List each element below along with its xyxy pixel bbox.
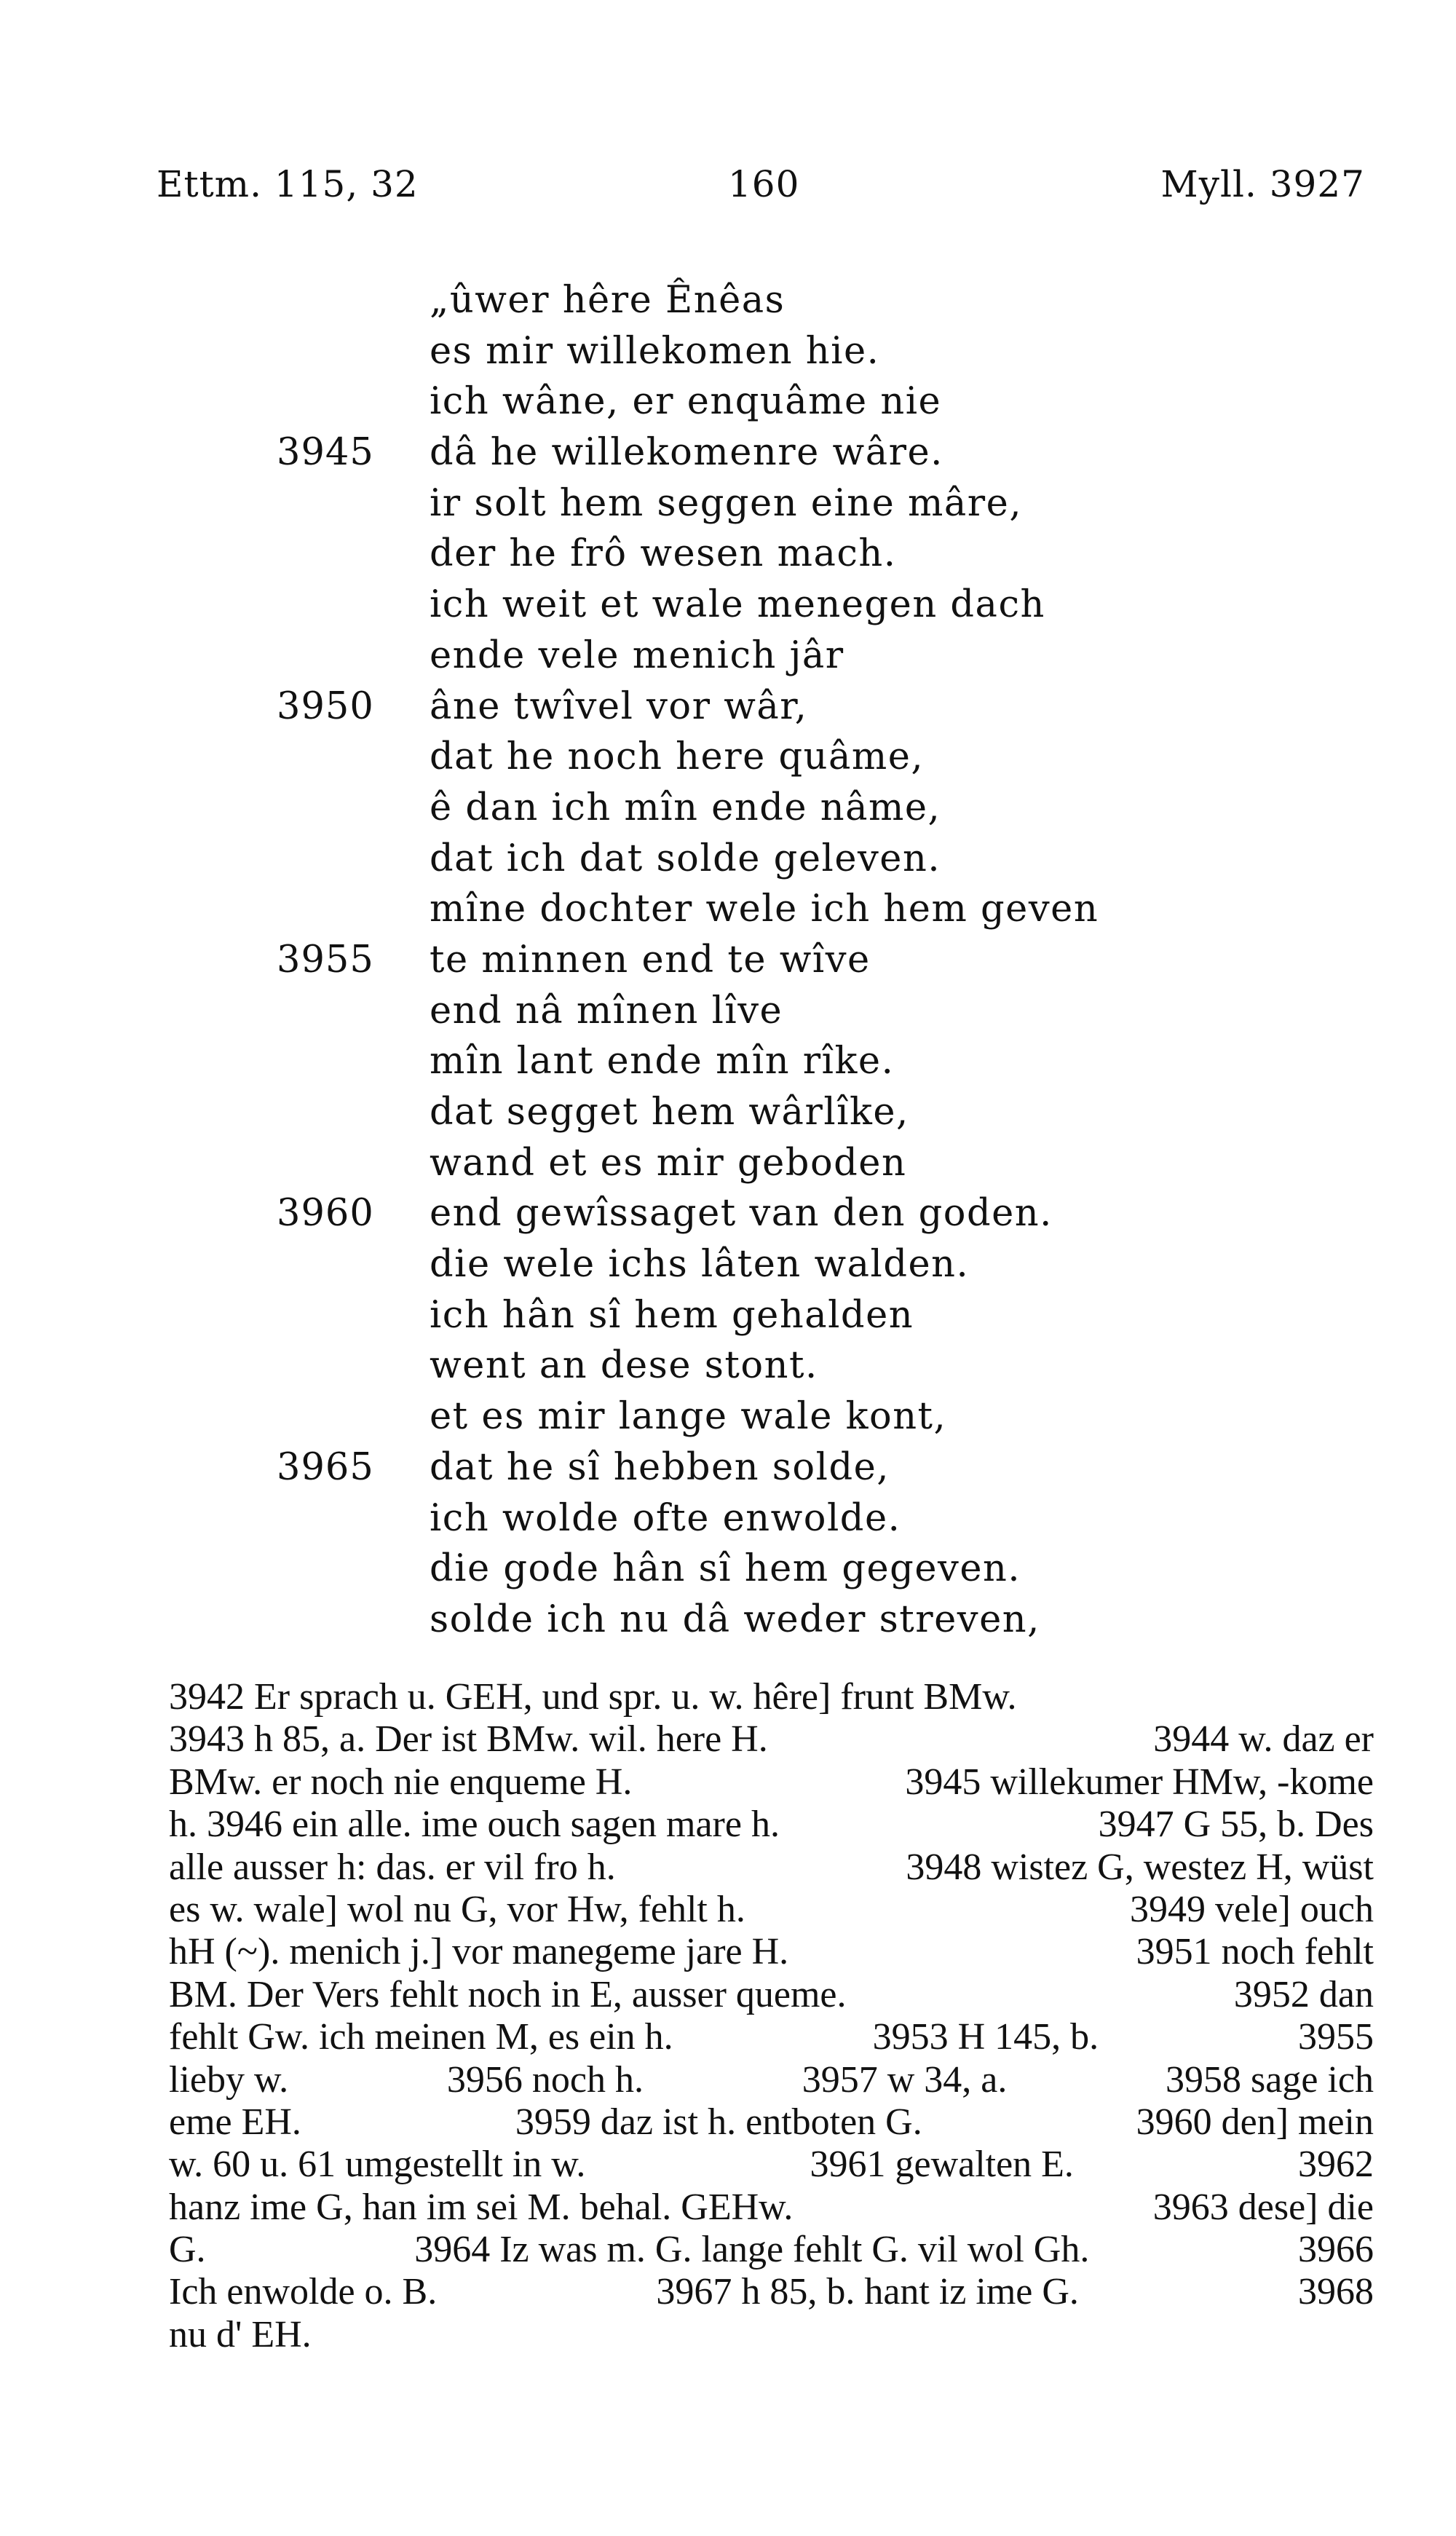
verse-line — [0, 1087, 1456, 1138]
verse-text: te minnen end te wîve — [430, 938, 871, 981]
apparatus-segment: BMw. er noch nie enqueme H. — [169, 1761, 633, 1803]
verse-line — [0, 732, 1456, 783]
verse-text: dat he noch here quâme, — [430, 735, 925, 779]
verse-number: 3965 — [277, 1445, 374, 1489]
apparatus-segment: 3943 h 85, a. Der ist BMw. wil. here H. — [169, 1718, 768, 1761]
verse-text: dat he sî hebben solde, — [430, 1445, 890, 1489]
apparatus-line — [169, 2229, 1374, 2271]
apparatus-segment: 3944 w. daz er — [1153, 1718, 1374, 1761]
verse-text: es mir willekomen hie. — [430, 329, 880, 373]
apparatus-segment: 3945 willekumer HMw, -kome — [905, 1761, 1374, 1803]
verse-line — [0, 326, 1456, 377]
verse-line — [0, 1290, 1456, 1341]
verse-text: die gode hân sî hem gegeven. — [430, 1547, 1021, 1591]
apparatus-line — [169, 1846, 1374, 1889]
verse-line — [0, 834, 1456, 885]
apparatus-segment: 3966 — [1297, 2229, 1374, 2271]
verse-text: wand et es mir geboden — [430, 1141, 907, 1185]
verse-number: 3945 — [277, 431, 374, 475]
verse-text: ich hân sî hem gehalden — [430, 1293, 914, 1337]
apparatus-line — [169, 1676, 1374, 1718]
apparatus-segment: 3961 gewalten E. — [810, 2144, 1074, 2186]
apparatus-segment: 3952 dan — [1233, 1973, 1374, 2015]
apparatus-line — [169, 2144, 1374, 2186]
verse-line — [0, 427, 1456, 478]
apparatus-segment: fehlt Gw. ich meinen M, es ein h. — [169, 2016, 673, 2058]
verse-line — [0, 1138, 1456, 1189]
apparatus-line — [169, 1804, 1374, 1846]
running-header — [157, 159, 1365, 210]
verse-text: der he frô wesen mach. — [430, 532, 897, 576]
apparatus-line — [169, 1889, 1374, 1931]
verse-text: dat ich dat solde geleven. — [430, 837, 941, 880]
verse-text: ich wolde ofte enwolde. — [430, 1496, 901, 1540]
apparatus-segment: alle ausser h: das. er vil fro h. — [169, 1846, 616, 1888]
apparatus-segment: 3956 noch h. — [446, 2058, 644, 2101]
verse-text: ich wâne, er enquâme nie — [430, 380, 942, 424]
apparatus-segment: 3953 H 145, b. — [872, 2016, 1099, 2058]
critical-apparatus — [169, 1676, 1374, 2356]
apparatus-segment: 3959 daz ist h. entboten G. — [515, 2101, 922, 2143]
apparatus-line — [169, 1974, 1374, 2016]
apparatus-segment: 3957 w 34, a. — [802, 2058, 1008, 2101]
verse-text: âne twîvel vor wâr, — [430, 684, 808, 728]
apparatus-segment: 3958 sage ich — [1166, 2058, 1374, 2101]
apparatus-segment: w. 60 u. 61 umgestellt in w. — [169, 2144, 586, 2186]
verse-text: dâ he willekomenre wâre. — [430, 431, 943, 475]
verse-block — [0, 275, 1456, 1646]
verse-text: dat segget hem wârlîke, — [430, 1091, 909, 1134]
verse-line — [0, 1036, 1456, 1087]
apparatus-segment: nu d' EH. — [169, 2313, 312, 2355]
apparatus-segment: 3949 vele] ouch — [1129, 1888, 1374, 1930]
apparatus-segment: 3963 dese] die — [1152, 2186, 1374, 2228]
verse-text: ende vele menich jâr — [430, 633, 844, 677]
apparatus-line — [169, 2314, 1374, 2356]
apparatus-segment: BM. Der Vers fehlt noch in E, ausser queme. — [169, 1973, 847, 2015]
apparatus-segment: lieby w. — [169, 2058, 289, 2101]
apparatus-segment: 3967 h 85, b. hant iz ime G. — [656, 2271, 1079, 2313]
verse-text: et es mir lange wale kont, — [430, 1395, 947, 1439]
apparatus-segment: 3968 — [1298, 2271, 1374, 2313]
verse-line — [0, 1391, 1456, 1442]
apparatus-line — [169, 1718, 1374, 1761]
page-number: 160 — [728, 163, 800, 205]
apparatus-segment: eme EH. — [169, 2101, 301, 2143]
apparatus-line — [169, 1761, 1374, 1804]
verse-text: die wele ichs lâten walden. — [430, 1243, 970, 1287]
apparatus-line — [169, 2101, 1374, 2144]
verse-line — [0, 580, 1456, 631]
apparatus-segment: Ich enwolde o. B. — [169, 2271, 438, 2313]
apparatus-line — [169, 2016, 1374, 2058]
apparatus-segment: 3955 — [1298, 2016, 1374, 2058]
verse-line — [0, 1239, 1456, 1290]
verse-line — [0, 478, 1456, 529]
verse-line — [0, 884, 1456, 935]
apparatus-line — [169, 2187, 1374, 2229]
verse-line — [0, 275, 1456, 326]
header-myller-ref: Myll. 3927 — [1160, 163, 1365, 205]
verse-line — [0, 1340, 1456, 1391]
verse-text: ir solt hem seggen eine mâre, — [430, 481, 1023, 525]
verse-line — [0, 1493, 1456, 1544]
header-ettmueller-ref: Ettm. 115, 32 — [157, 163, 419, 205]
apparatus-segment: G. — [169, 2229, 206, 2271]
apparatus-segment: 3962 — [1297, 2144, 1374, 2186]
verse-text: mîn lant ende mîn rîke. — [430, 1040, 895, 1083]
apparatus-segment: hanz ime G, han im sei M. behal. GEHw. — [169, 2186, 794, 2228]
apparatus-segment: 3942 Er sprach u. GEH, und spr. u. w. hêre] frunt BMw. — [169, 1676, 1017, 1718]
verse-line — [0, 1544, 1456, 1595]
verse-number: 3960 — [277, 1192, 374, 1236]
apparatus-segment: 3964 Iz was m. G. lange fehlt G. vil wol Gh. — [414, 2229, 1090, 2271]
apparatus-line — [169, 1931, 1374, 1973]
verse-line — [0, 1442, 1456, 1493]
verse-line — [0, 682, 1456, 732]
verse-text: solde ich nu dâ weder streven, — [430, 1597, 1040, 1641]
verse-text: ich weit et wale menegen dach — [430, 583, 1045, 627]
verse-text: went an dese stont. — [430, 1344, 818, 1388]
verse-text: mîne dochter wele ich hem geven — [430, 888, 1099, 931]
apparatus-segment: 3960 den] mein — [1136, 2101, 1374, 2143]
apparatus-line — [169, 2059, 1374, 2101]
apparatus-segment: 3951 noch fehlt — [1136, 1931, 1374, 1973]
verse-number: 3950 — [277, 684, 374, 728]
apparatus-segment: 3947 G 55, b. Des — [1098, 1804, 1374, 1846]
verse-line — [0, 935, 1456, 986]
verse-line — [0, 529, 1456, 580]
apparatus-segment: 3948 wistez G, westez H, wüst — [906, 1846, 1374, 1888]
verse-text: end gewîssaget van den goden. — [430, 1192, 1053, 1236]
verse-line — [0, 986, 1456, 1037]
verse-text: ê dan ich mîn ende nâme, — [430, 786, 941, 829]
verse-line — [0, 1595, 1456, 1646]
verse-line — [0, 376, 1456, 427]
verse-line — [0, 1188, 1456, 1239]
verse-text: „ûwer hêre Ênêas — [430, 279, 786, 322]
apparatus-segment: h. 3946 ein alle. ime ouch sagen mare h. — [169, 1804, 780, 1846]
verse-line — [0, 631, 1456, 682]
apparatus-line — [169, 2271, 1374, 2313]
verse-text: end nâ mînen lîve — [430, 989, 783, 1032]
apparatus-segment: es w. wale] wol nu G, vor Hw, fehlt h. — [169, 1888, 745, 1930]
verse-line — [0, 783, 1456, 834]
verse-number: 3955 — [277, 938, 374, 981]
apparatus-segment: hH (~). menich j.] vor manegeme jare H. — [169, 1931, 789, 1973]
